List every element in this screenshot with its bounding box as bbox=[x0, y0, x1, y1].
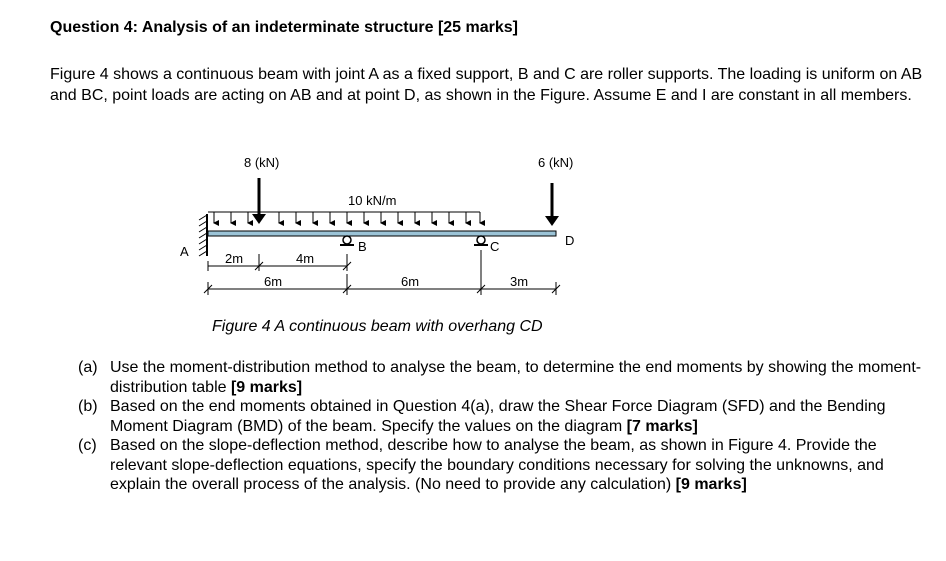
question-intro: Figure 4 shows a continuous beam with joint A as a fixed support, B and C are roller supports. The loading is uniform on AB and BC, point loads are acting on AB and at point D, as shown in the Figure. Assume E and I are constant in all members. bbox=[50, 66, 923, 104]
roller-support-c bbox=[474, 236, 488, 245]
beam-figure bbox=[160, 150, 600, 300]
question-part-a bbox=[78, 358, 928, 397]
udl-load bbox=[208, 212, 480, 223]
question-title: Question 4: Analysis of an indeterminate structure [25 marks] bbox=[50, 19, 518, 36]
joint-label-a: A bbox=[180, 244, 189, 259]
part-label: (b) bbox=[78, 398, 98, 415]
dim-2m: 2m bbox=[225, 251, 244, 266]
point-load-6kn bbox=[545, 183, 559, 226]
joint-label-d: D bbox=[565, 233, 575, 248]
fixed-support-a bbox=[199, 214, 207, 256]
part-label: (c) bbox=[78, 437, 97, 454]
point-load-8kn bbox=[252, 178, 266, 224]
dim-3m-cd: 3m bbox=[510, 274, 529, 289]
figure-caption: Figure 4 A continuous beam with overhang CD bbox=[212, 318, 543, 335]
joint-label-b: B bbox=[358, 239, 367, 254]
roller-support-b bbox=[340, 236, 354, 245]
point-load-8kn-label: 8 (kN) bbox=[244, 155, 280, 170]
part-marks: [9 marks] bbox=[230, 378, 303, 396]
joint-label-c: C bbox=[490, 239, 500, 254]
part-text: Use the moment-distribution method to analyse the beam, to determine the end moments by showing the moment-distribution table bbox=[110, 359, 922, 396]
dimension-row-lower bbox=[204, 250, 560, 295]
dim-6m-ab: 6m bbox=[264, 274, 283, 289]
udl-label: 10 kN/m bbox=[348, 193, 397, 208]
question-part-b bbox=[78, 397, 928, 436]
part-marks: [9 marks] bbox=[675, 476, 747, 493]
part-text: Based on the end moments obtained in Question 4(a), draw the Shear Force Diagram (SFD) and the Bending Moment Diagram (BMD) of the beam. Specify the values on the diagram bbox=[110, 398, 886, 435]
dim-6m-bc: 6m bbox=[401, 274, 420, 289]
point-load-6kn-label: 6 (kN) bbox=[538, 155, 574, 170]
part-text: Based on the slope-deflection method, describe how to analyse the beam, as shown in Figure 4. Provide the relevant slope-deflection equations, specify the boundary conditions necessary for solving the unknowns, and explain the overall process of the analysis. (No need to provide any calculation) bbox=[110, 437, 884, 493]
question-parts bbox=[78, 358, 928, 495]
part-marks: [7 marks] bbox=[626, 417, 698, 435]
beam bbox=[208, 231, 556, 236]
part-label: (a) bbox=[78, 359, 98, 376]
dim-4m: 4m bbox=[296, 251, 315, 266]
question-part-c bbox=[78, 436, 928, 495]
